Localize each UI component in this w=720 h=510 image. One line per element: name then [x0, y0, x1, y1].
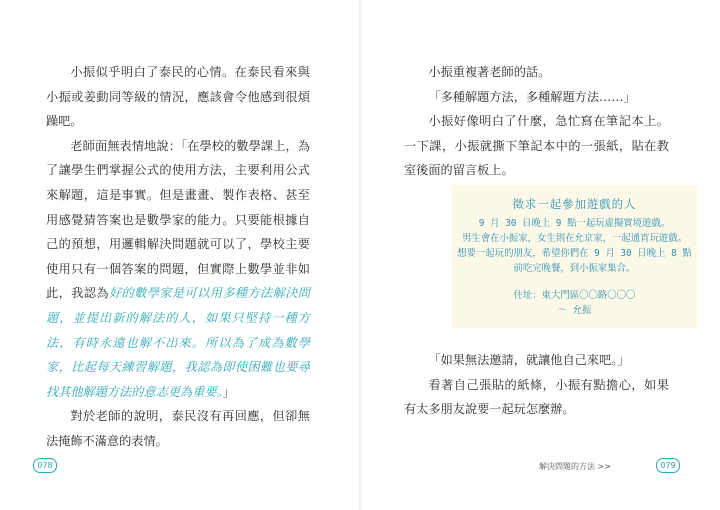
paragraph: 「多種解題方法，多種解題方法……」: [428, 89, 636, 104]
left-body-text: [46, 60, 310, 454]
paragraph: 「如果無法邀請，就讓他自己來吧。」: [428, 353, 630, 367]
paragraph: 看著自己張貼的紙條，小振有點擔心，如果有太多朋友說要一起玩怎麼辦。: [404, 377, 669, 417]
paragraph: 小振似乎明白了泰民的心情。在泰民看來與小振或姜動同等級的情況，應該會令他感到很煩躁吧。: [46, 65, 310, 129]
notice-line: 前吃完晚餐，到小振家集合。: [513, 263, 636, 274]
notice-title: 徵求一起參加遊戲的人: [512, 197, 637, 211]
quote-close: 」: [222, 384, 235, 399]
right-body-text-top: [404, 60, 669, 183]
right-body-text-bottom: [404, 348, 669, 422]
notice-paper: [452, 185, 697, 328]
paragraph: 對於老師的說明，泰民沒有再回應，但卻無法掩飾不滿意的表情。: [46, 409, 310, 448]
running-footer: 解決問題的方法 >>: [539, 462, 611, 471]
page-number-left: 078: [33, 458, 57, 473]
notice-address: 住址：東大門區〇〇路〇〇〇: [513, 290, 636, 301]
paragraph: 小振好像明白了什麼，急忙寫在筆記本上。一下課，小振就撕下筆記本中的一張紙，貼在教室後面的留言板上。: [404, 114, 669, 178]
notice-signature: ～ 允振: [557, 305, 592, 316]
page-number-right: 079: [656, 458, 680, 473]
highlighted-quote: 好的數學家是可以用多種方法解決問題，並提出新的解法的人，如果只堅持一種方法，有時永遠也解不出來。所以為了成為數學家，比起每天練習解題，我認為即使困難也要尋找其他解題方法的意志更為重要。: [46, 286, 310, 399]
notice-line: 男生會在小振家，女生則在允京家，一起通宵玩遊戲。: [461, 233, 687, 244]
paragraph: [46, 134, 310, 405]
notice-line: 想要一起玩的朋友，希望你們在 9 月 30 日晚上 8 點: [457, 248, 692, 259]
paragraph-text: 老師面無表情地說：「在學校的數學課上，為了讓學生們掌握公式的使用方法，主要利用公式來解題，這是事實。但是畫畫、製作表格、甚至用感覺猜答案也是數學家的能力。只要能根據自己的預想，用邏輯解決問題就可以了，學校主要使用只有一個答案的問題，但實際上數學並非如此，我認為: [46, 138, 310, 301]
notice-line: 9 月 30 日晚上 9 點一起玩虛擬實境遊戲。: [478, 218, 671, 229]
paragraph: 小振重複著老師的話。: [428, 65, 551, 79]
